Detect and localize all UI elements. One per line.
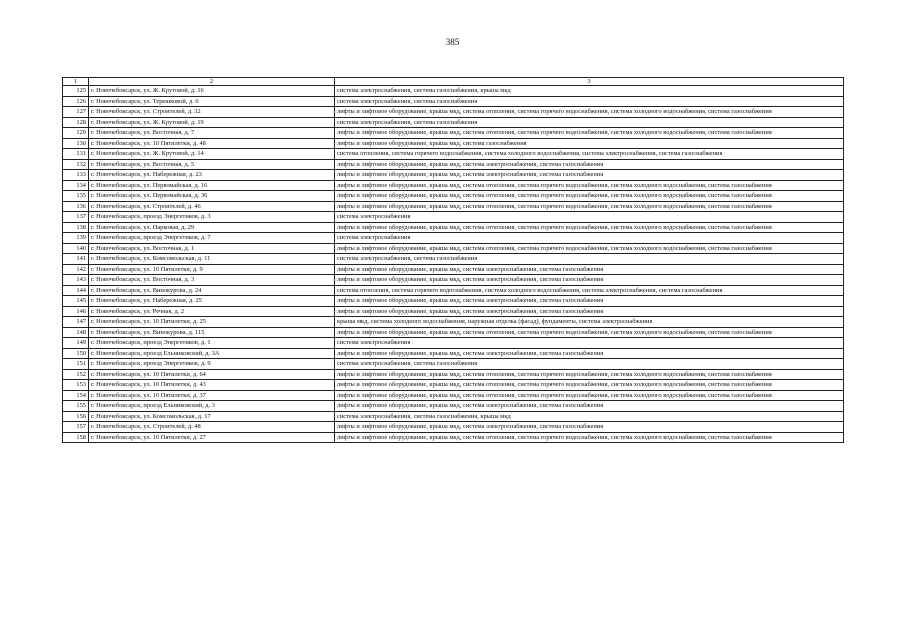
table-row [63,233,844,244]
row-number: 132 [63,159,89,170]
table-row [63,348,844,359]
row-systems: система электроснабжения, система газоснабжения, крыша мкд [335,86,844,97]
row-number: 137 [63,212,89,223]
table-row [63,96,844,107]
row-address: г. Новочебоксарск, ул. Винокурова, д. 24 [89,285,335,296]
row-address: г. Новочебоксарск, ул. Строителей, д. 32 [89,107,335,118]
table-row [63,159,844,170]
table-row [63,285,844,296]
table-row [63,390,844,401]
row-address: г. Новочебоксарск, ул. Комсомольская, д. 17 [89,411,335,422]
header-cell-systems: 3 [335,78,844,86]
row-systems: система электроснабжения, система газоснабжения [335,96,844,107]
row-address: г. Новочебоксарск, ул. Ж. Крутовой, д. 14 [89,149,335,160]
row-address: г. Новочебоксарск, проезд Ельниковский, д. 3А [89,348,335,359]
row-systems: лифты и лифтовое оборудование, крыша мкд, система отопления, система горячего водоснабжения, система холодного водоснабжения, система газоснабжения [335,128,844,139]
row-address: г. Новочебоксарск, ул. Ж. Крутовой, д. 16 [89,86,335,97]
table-row [63,191,844,202]
table-row [63,138,844,149]
table-row [63,359,844,370]
table-row [63,411,844,422]
table-row [63,369,844,380]
row-number: 126 [63,96,89,107]
row-number: 127 [63,107,89,118]
row-address: г. Новочебоксарск, ул. Первомайская, д. 36 [89,191,335,202]
table-row [63,128,844,139]
row-number: 143 [63,275,89,286]
table-row [63,327,844,338]
row-number: 128 [63,117,89,128]
row-systems: лифты и лифтовое оборудование, крыша мкд, система электроснабжения, система газоснабжения [335,170,844,181]
row-address: г. Новочебоксарск, ул. 10 Пятилетки, д. 48 [89,138,335,149]
row-systems: лифты и лифтовое оборудование, крыша мкд, система электроснабжения, система газоснабжения [335,264,844,275]
table-row [63,317,844,328]
row-address: г. Новочебоксарск, ул. Набережная, д. 23 [89,170,335,181]
table-row [63,212,844,223]
row-systems: лифты и лифтовое оборудование, крыша мкд, система отопления, система горячего водоснабжения, система холодного водоснабжения, система газоснабжения [335,243,844,254]
address-table [62,77,844,443]
row-systems: система электроснабжения [335,233,844,244]
table-row [63,432,844,443]
row-systems: лифты и лифтовое оборудование, крыша мкд, система электроснабжения, система газоснабжения [335,422,844,433]
row-number: 144 [63,285,89,296]
table-row [63,243,844,254]
row-address: г. Новочебоксарск, ул. Первомайская, д. 16 [89,180,335,191]
row-address: г. Новочебоксарск, ул. Комсомольская, д. 11 [89,254,335,265]
row-systems: система электроснабжения, система газоснабжения [335,254,844,265]
row-systems: лифты и лифтовое оборудование, крыша мкд, система электроснабжения, система газоснабжения [335,296,844,307]
row-number: 148 [63,327,89,338]
row-systems: система отопления, система горячего водоснабжения, система холодного водоснабжения, система электроснабжения, система газоснабжения [335,149,844,160]
table-row [63,107,844,118]
row-number: 155 [63,401,89,412]
row-systems: лифты и лифтовое оборудование, крыша мкд, система электроснабжения, система газоснабжения [335,348,844,359]
table-row [63,275,844,286]
row-number: 147 [63,317,89,328]
row-address: г. Новочебоксарск, ул. 10 Пятилетки, д. 64 [89,369,335,380]
row-number: 133 [63,170,89,181]
row-number: 139 [63,233,89,244]
row-address: г. Новочебоксарск, проезд Энергетиков, д. 1 [89,338,335,349]
row-systems: лифты и лифтовое оборудование, крыша мкд, система электроснабжения, система газоснабжения [335,275,844,286]
row-systems: лифты и лифтовое оборудование, крыша мкд, система отопления, система горячего водоснабжения, система холодного водоснабжения, система газоснабжения [335,222,844,233]
table-row [63,149,844,160]
row-number: 154 [63,390,89,401]
row-address: г. Новочебоксарск, ул. Ж. Крутовой, д. 19 [89,117,335,128]
row-address: г. Новочебоксарск, проезд Энергетиков, д. 9 [89,359,335,370]
row-systems: лифты и лифтовое оборудование, крыша мкд, система электроснабжения, система газоснабжения [335,306,844,317]
row-systems: лифты и лифтовое оборудование, крыша мкд, система отопления, система горячего водоснабжения, система холодного водоснабжения, система газоснабжения [335,380,844,391]
header-cell-number: 1 [63,78,89,86]
table-row [63,306,844,317]
row-number: 125 [63,86,89,97]
row-address: г. Новочебоксарск, ул. Речная, д. 2 [89,306,335,317]
table-row [63,380,844,391]
page-number: 385 [445,37,460,47]
row-number: 142 [63,264,89,275]
row-address: г. Новочебоксарск, ул. Восточная, д. 7 [89,128,335,139]
row-number: 145 [63,296,89,307]
row-number: 158 [63,432,89,443]
row-address: г. Новочебоксарск, ул. Парковая, д. 29 [89,222,335,233]
table-row [63,338,844,349]
row-number: 150 [63,348,89,359]
row-systems: лифты и лифтовое оборудование, крыша мкд, система отопления, система горячего водоснабжения, система холодного водоснабжения, система газоснабжения [335,201,844,212]
table-row [63,170,844,181]
row-address: г. Новочебоксарск, проезд Энергетиков, д. 7 [89,233,335,244]
row-number: 153 [63,380,89,391]
table-row [63,264,844,275]
row-address: г. Новочебоксарск, ул. 10 Пятилетки, д. 37 [89,390,335,401]
row-address: г. Новочебоксарск, ул. Терешковой, д. 6 [89,96,335,107]
row-number: 130 [63,138,89,149]
row-number: 138 [63,222,89,233]
row-address: г. Новочебоксарск, ул. 10 Пятилетки, д. 25 [89,317,335,328]
row-address: г. Новочебоксарск, ул. 10 Пятилетки, д. 9 [89,264,335,275]
row-address: г. Новочебоксарск, ул. Восточная, д. 3 [89,275,335,286]
row-address: г. Новочебоксарск, ул. Строителей, д. 48 [89,422,335,433]
row-address: г. Новочебоксарск, проезд Ельниковский, д. 3 [89,401,335,412]
row-systems: лифты и лифтовое оборудование, крыша мкд, система электроснабжения, система газоснабжения [335,159,844,170]
table-row [63,254,844,265]
row-systems: лифты и лифтовое оборудование, крыша мкд, система отопления, система горячего водоснабжения, система холодного водоснабжения, система газоснабжения [335,107,844,118]
row-systems: система электроснабжения, система газоснабжения [335,117,844,128]
row-address: г. Новочебоксарск, ул. 10 Пятилетки, д. 43 [89,380,335,391]
row-number: 157 [63,422,89,433]
row-address: г. Новочебоксарск, проезд Энергетиков, д. 3 [89,212,335,223]
row-systems: лифты и лифтовое оборудование, крыша мкд, система газоснабжения [335,138,844,149]
row-address: г. Новочебоксарск, ул. Винокурова, д. 115 [89,327,335,338]
row-number: 151 [63,359,89,370]
row-number: 134 [63,180,89,191]
row-systems: система отопления, система горячего водоснабжения, система холодного водоснабжения, система электроснабжения, система газоснабжения [335,285,844,296]
table-row [63,201,844,212]
table-row [63,422,844,433]
table-row [63,86,844,97]
row-address: г. Новочебоксарск, ул. Строителей, д. 46 [89,201,335,212]
row-systems: система электроснабжения [335,212,844,223]
row-address: г. Новочебоксарск, ул. 10 Пятилетки, д. 27 [89,432,335,443]
row-systems: крыша мкд, система холодного водоснабжения, наружная отделка (фасад), фундаменты, система электроснабжения [335,317,844,328]
row-systems: лифты и лифтовое оборудование, крыша мкд, система электроснабжения, система газоснабжения [335,401,844,412]
row-systems: лифты и лифтовое оборудование, крыша мкд, система отопления, система горячего водоснабжения, система холодного водоснабжения, система газоснабжения [335,191,844,202]
row-systems: система электроснабжения, система газоснабжения, крыша мкд [335,411,844,422]
header-cell-address: 2 [89,78,335,86]
row-address: г. Новочебоксарск, ул. Набережная, д. 25 [89,296,335,307]
row-number: 131 [63,149,89,160]
row-systems: система электроснабжения [335,338,844,349]
row-systems: система электроснабжения, система газоснабжения [335,359,844,370]
row-number: 152 [63,369,89,380]
row-systems: лифты и лифтовое оборудование, крыша мкд, система отопления, система горячего водоснабжения, система холодного водоснабжения, система газоснабжения [335,432,844,443]
row-number: 140 [63,243,89,254]
row-number: 146 [63,306,89,317]
row-address: г. Новочебоксарск, ул. Восточная, д. 1 [89,243,335,254]
row-number: 129 [63,128,89,139]
row-systems: лифты и лифтовое оборудование, крыша мкд, система отопления, система горячего водоснабжения, система холодного водоснабжения, система газоснабжения [335,327,844,338]
table-row [63,296,844,307]
row-number: 149 [63,338,89,349]
table-row [63,222,844,233]
row-number: 141 [63,254,89,265]
table-row [63,180,844,191]
row-systems: лифты и лифтовое оборудование, крыша мкд, система отопления, система горячего водоснабжения, система холодного водоснабжения, система газоснабжения [335,369,844,380]
row-systems: лифты и лифтовое оборудование, крыша мкд, система отопления, система горячего водоснабжения, система холодного водоснабжения, система газоснабжения [335,390,844,401]
row-address: г. Новочебоксарск, ул. Восточная, д. 5 [89,159,335,170]
row-number: 135 [63,191,89,202]
table-body [63,78,844,443]
row-number: 136 [63,201,89,212]
table-header-row [63,78,844,86]
table-row [63,401,844,412]
row-systems: лифты и лифтовое оборудование, крыша мкд, система отопления, система горячего водоснабжения, система холодного водоснабжения, система газоснабжения [335,180,844,191]
table-row [63,117,844,128]
row-number: 156 [63,411,89,422]
